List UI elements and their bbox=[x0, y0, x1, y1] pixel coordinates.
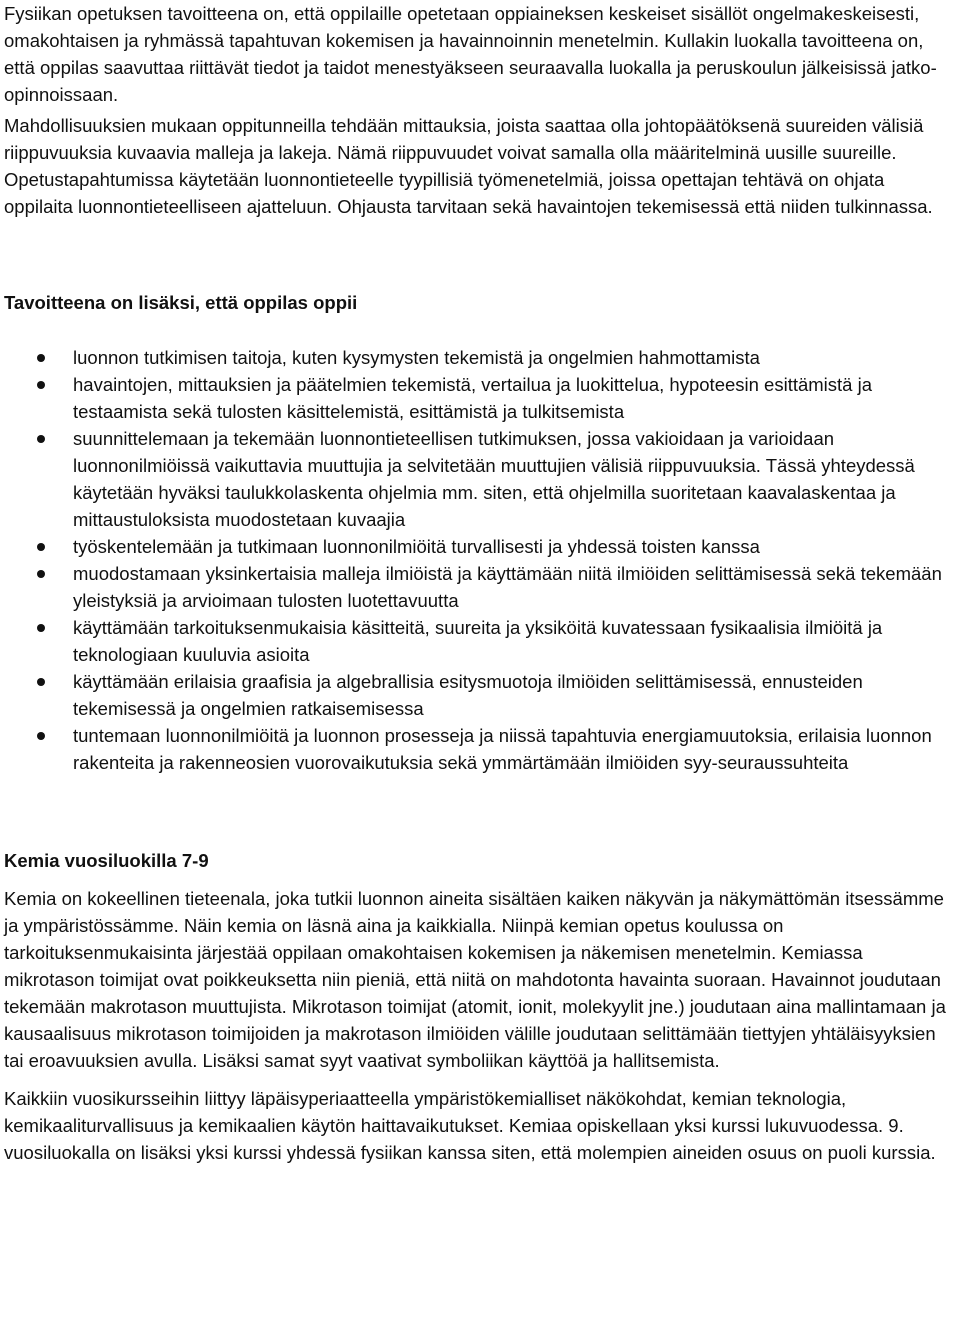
list-item bbox=[4, 533, 958, 560]
list-item-text: suunnittelemaan ja tekemään luonnontieteellisen tutkimuksen, jossa vakioidaan ja varioidaan luonnonilmiöissä vaikuttavia muuttujia ja selvitetään muuttujien välisiä riippuvuuksia. Tässä yhteydessä käytetään hyväksi taulukkolaskenta ohjelmia mm. siten, että ohjelmilla suoritetaan kaavalaskentaa ja mittaustuloksista muodostetaan kuvaajia bbox=[73, 428, 915, 530]
chemistry-paragraph-2: Kaikkiin vuosikursseihin liittyy läpäisyperiaatteella ympäristökemialliset näkökohdat, kemian teknologia, kemikaaliturvallisuus ja kemikaalien käytön haittavaikutukset. Kemiaa opiskellaan yksi kurssi lukuvuodessa. 9. vuosiluokalla on lisäksi yksi kurssi yhdessä fysiikan kanssa siten, että molempien aineiden osuus on puoli kurssia. bbox=[4, 1088, 936, 1163]
list-item bbox=[4, 371, 958, 425]
list-item bbox=[4, 560, 958, 614]
goals-list bbox=[4, 344, 958, 776]
list-item bbox=[4, 722, 958, 776]
list-item-text: muodostamaan yksinkertaisia malleja ilmiöistä ja käyttämään niitä ilmiöiden selittämisessä sekä tekemään yleistyksiä ja arvioimaan tulosten luotettavuutta bbox=[73, 563, 942, 611]
bullet-icon bbox=[37, 732, 45, 740]
list-item-text: työskentelemään ja tutkimaan luonnonilmiöitä turvallisesti ja yhdessä toisten kanssa bbox=[73, 536, 760, 557]
list-item-text: luonnon tutkimisen taitoja, kuten kysymysten tekemistä ja ongelmien hahmottamista bbox=[73, 347, 760, 368]
list-item-text: tuntemaan luonnonilmiöitä ja luonnon prosesseja ja niissä tapahtuvia energiamuutoksia, erilaisia luonnon rakenteita ja rakenneosien vuorovaikutuksia sekä ymmärtämään ilmiöiden syy-seuraussuhteita bbox=[73, 725, 932, 773]
list-item-text: havaintojen, mittauksien ja päätelmien tekemistä, vertailua ja luokittelua, hypoteesin esittämistä ja testaamista sekä tulosten käsittelemistä, esittämistä ja tulkitsemista bbox=[73, 374, 873, 422]
list-item-text: käyttämään tarkoituksenmukaisia käsitteitä, suureita ja yksiköitä kuvatessaan fysikaalisia ilmiöitä ja teknologiaan kuuluvia asioita bbox=[73, 617, 883, 665]
list-item bbox=[4, 344, 958, 371]
list-item bbox=[4, 668, 958, 722]
bullet-icon bbox=[37, 381, 45, 389]
bullet-icon bbox=[37, 678, 45, 686]
bullet-icon bbox=[37, 624, 45, 632]
bullet-icon bbox=[37, 435, 45, 443]
goals-heading: Tavoitteena on lisäksi, että oppilas oppii bbox=[4, 292, 358, 313]
list-item bbox=[4, 425, 958, 533]
bullet-icon bbox=[37, 354, 45, 362]
document-page bbox=[4, 0, 958, 1166]
intro-paragraph-1: Fysiikan opetuksen tavoitteena on, että oppilaille opetetaan oppiaineksen keskeiset sisällöt ongelmakeskeisesti, omakohtaisen ja ryhmässä tapahtuvan kokemisen ja havainnoinnin menetelmin. Kullakin luokalla tavoitteena on, että oppilas saavuttaa riittävät tiedot ja taidot menestyäkseen seuraavalla luokalla ja peruskoulun jälkeisissä jatko-opinnoissaan. bbox=[4, 3, 937, 105]
bullet-icon bbox=[37, 543, 45, 551]
intro-paragraph-2: Mahdollisuuksien mukaan oppitunneilla tehdään mittauksia, joista saattaa olla johtopäätöksenä suureiden välisiä riippuvuuksia kuvaavia malleja ja lakeja. Nämä riippuvuudet voivat samalla olla määritelminä uusille suureille. Opetustapahtumissa käytetään luonnontieteelle tyypillisiä työmenetelmiä, joissa opettajan tehtävä on ohjata oppilaita luonnontieteelliseen ajatteluun. Ohjausta tarvitaan sekä havaintojen tekemisessä että niiden tulkinnassa. bbox=[4, 115, 933, 217]
list-item-text: käyttämään erilaisia graafisia ja algebrallisia esitysmuotoja ilmiöiden selittämisessä, ennusteiden tekemisessä ja ongelmien ratkaisemisessa bbox=[73, 671, 863, 719]
list-item bbox=[4, 614, 958, 668]
chemistry-heading: Kemia vuosiluokilla 7-9 bbox=[4, 850, 209, 871]
bullet-icon bbox=[37, 570, 45, 578]
chemistry-paragraph-1: Kemia on kokeellinen tieteenala, joka tutkii luonnon aineita sisältäen kaiken näkyvän ja näkymättömän itsessämme ja ympäristössämme. Näin kemia on läsnä aina ja kaikkialla. Niinpä kemian opetus koulussa on tarkoituksenmukaisinta järjestää oppilaan omakohtaisen kokemisen ja näkemisen menetelmin. Kemiassa mikrotason toimijat ovat poikkeuksetta niin pieniä, että niitä on mahdotonta havainta suoraan. Havainnot joudutaan tekemään makrotason muuttujista. Mikrotason toimijat (atomit, ionit, molekyylit jne.) joudutaan aina mallintamaan ja kausaalisuus mikrotason toimijoiden ja makrotason ilmiöiden välille joudutaan selittämään tiettyjen yhtäläisyyksien tai eroavuuksien avulla. Lisäksi samat syyt vaativat symboliikan käyttöä ja hallitsemista. bbox=[4, 888, 946, 1071]
